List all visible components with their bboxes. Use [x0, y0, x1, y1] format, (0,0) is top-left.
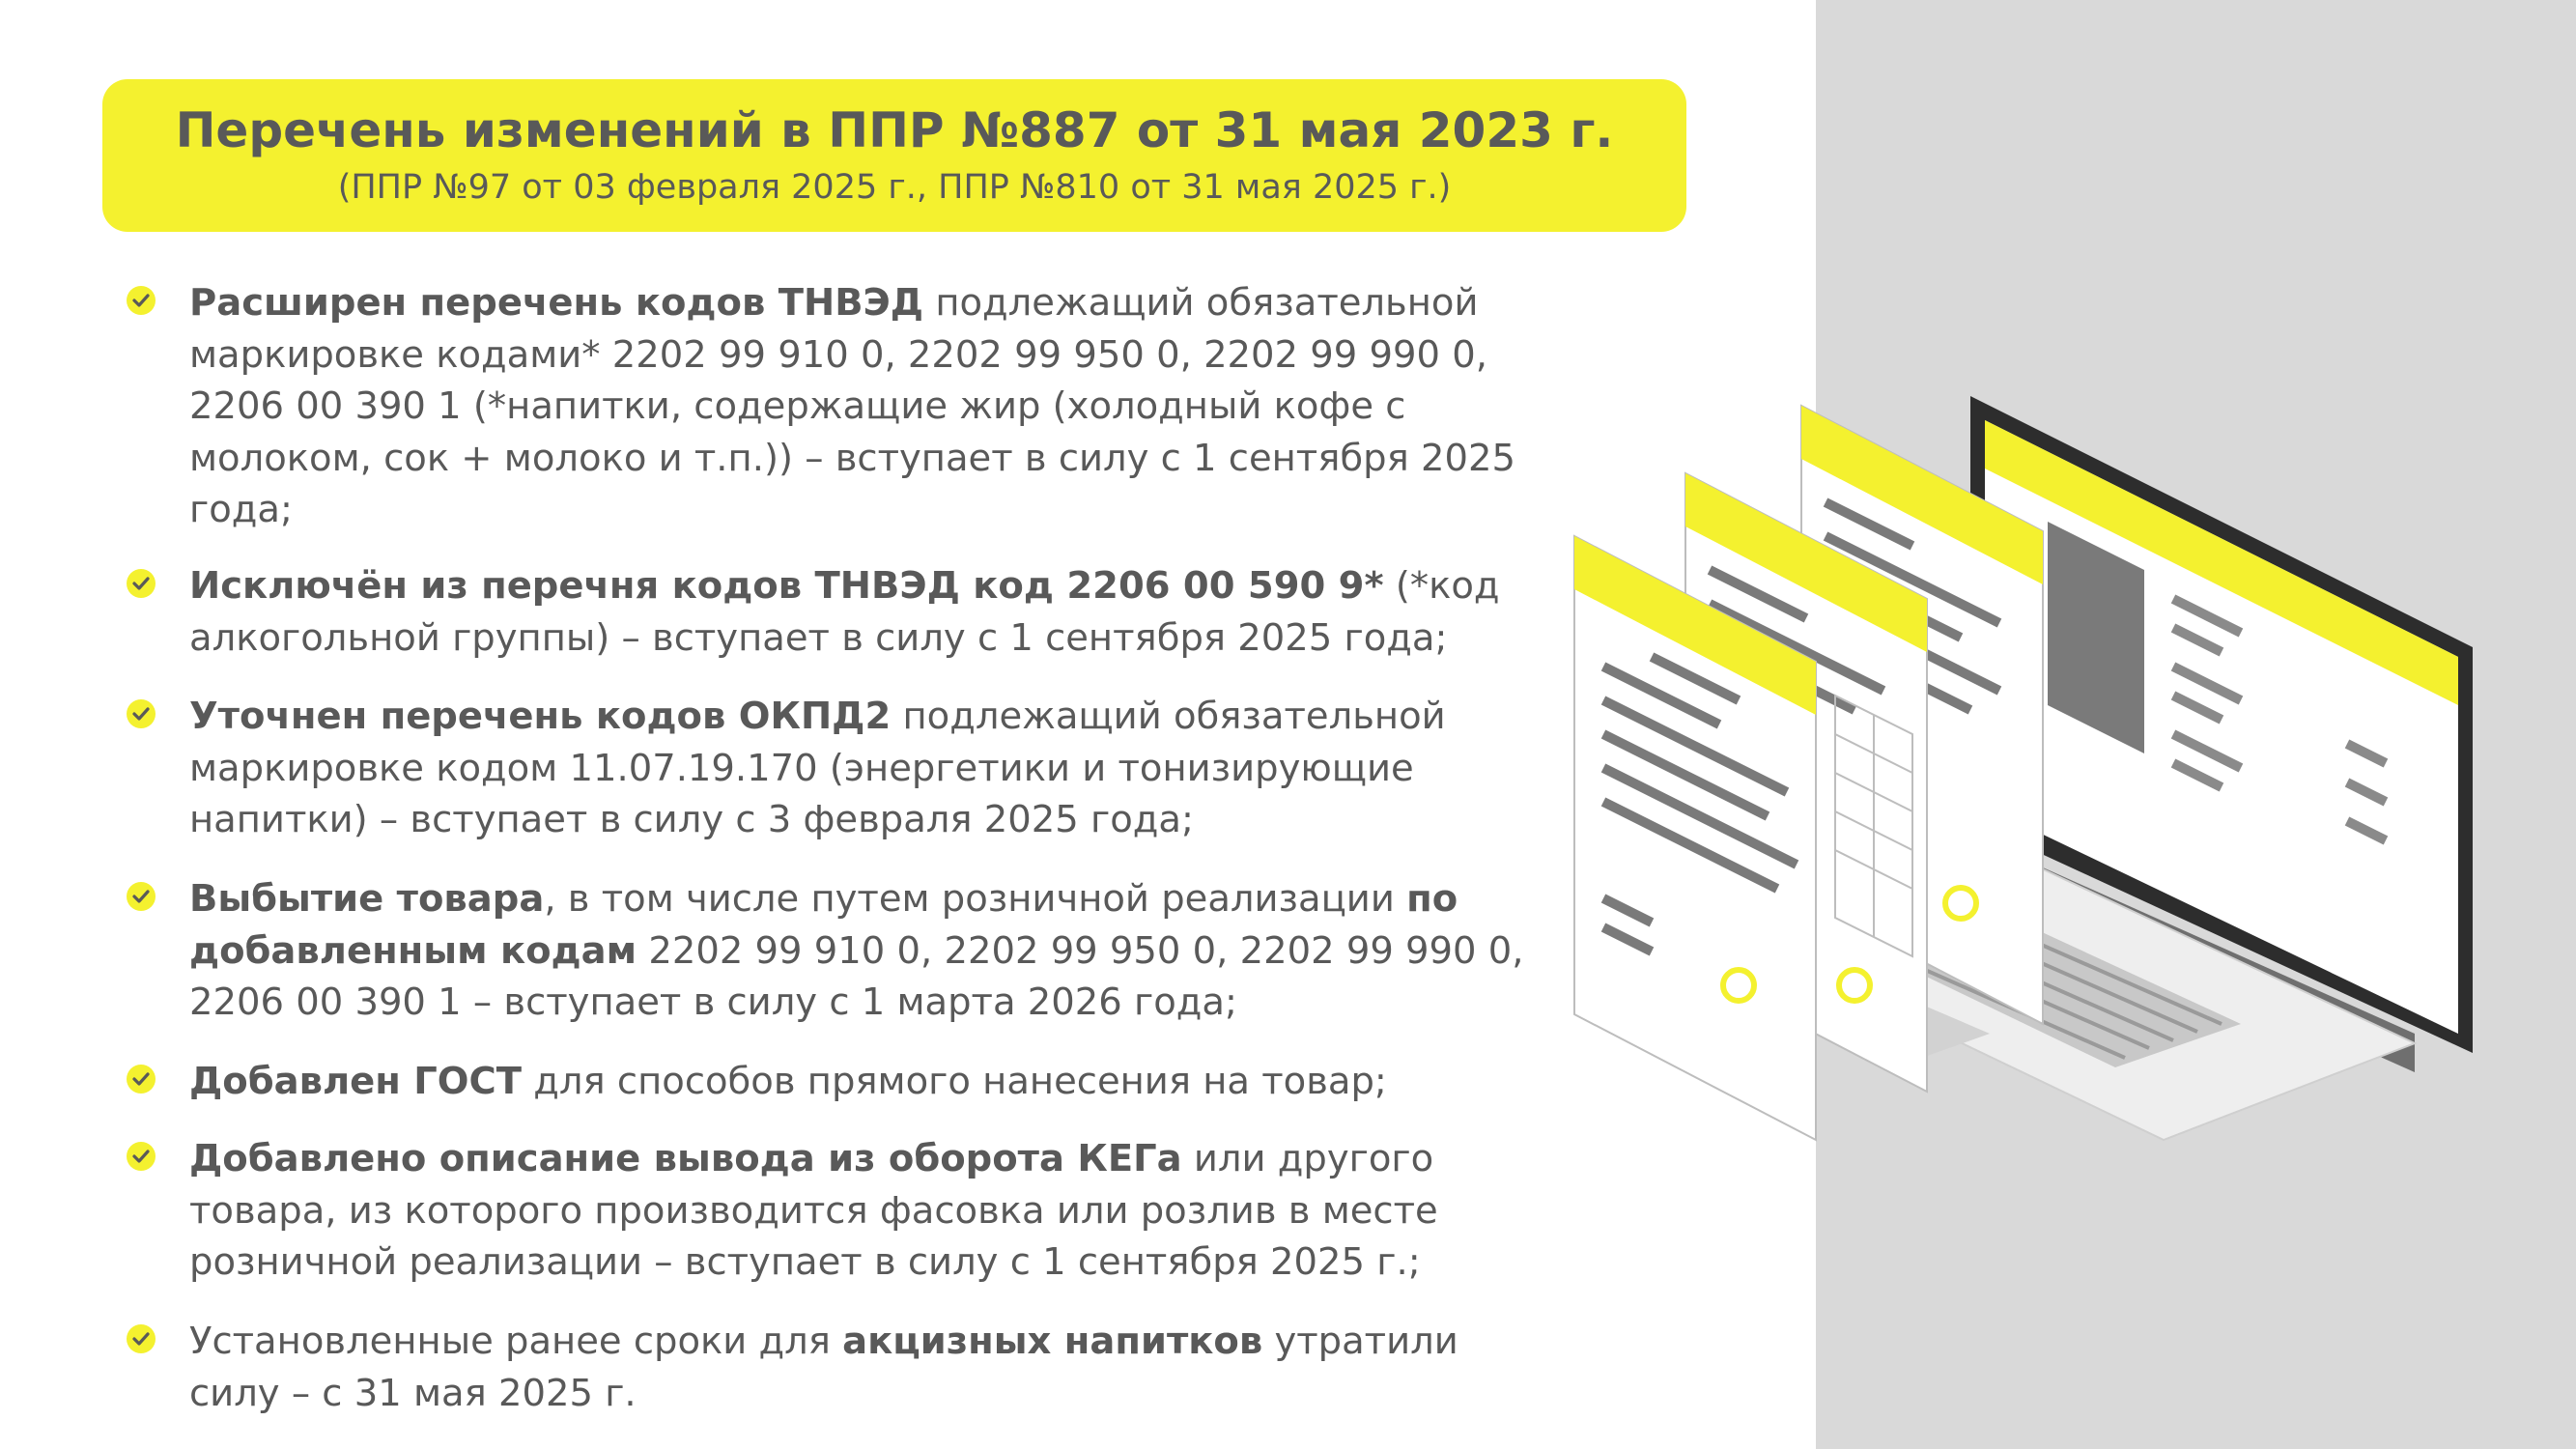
check-circle-icon	[127, 1065, 156, 1094]
list-item-line: утратили	[1262, 1320, 1458, 1363]
list-item-text	[189, 1316, 1542, 1419]
list-item-line: подлежащий обязательной	[923, 281, 1479, 325]
check-circle-icon	[127, 569, 156, 598]
list-item-bold: по	[1406, 877, 1458, 921]
list-item-bold: Добавлен ГОСТ	[189, 1060, 523, 1103]
laptop-documents-illustration	[1545, 377, 2511, 1150]
list-item-line: (*код	[1383, 564, 1500, 608]
page-title: Перечень изменений в ППР №887 от 31 мая 2023 г.	[175, 102, 1614, 158]
list-item-line: молоком, сок + молоко и т.п.)) – вступает в силу с 1 сентября 2025	[189, 436, 1515, 480]
list-item-line: для способов прямого нанесения на товар;	[522, 1060, 1387, 1103]
list-item-line: года;	[189, 488, 293, 531]
list-item-bold: добавленным кодам	[189, 928, 637, 973]
list-item-line: 2206 00 390 1 – вступает в силу с 1 марта 2026 года;	[189, 980, 1237, 1024]
list-item-bold: Исключён из перечня кодов ТНВЭД код 2206 00 590 9*	[189, 564, 1384, 608]
check-circle-icon	[127, 699, 156, 728]
list-item-text	[189, 277, 1542, 536]
list-item-line: розничной реализации – вступает в силу с 1 сентября 2025 г.;	[189, 1240, 1421, 1284]
list-item-bold: Расширен перечень кодов ТНВЭД	[189, 281, 924, 325]
list-item-bold: Выбытие товара	[189, 877, 545, 921]
list-item-line: напитки) – вступает в силу с 3 февраля 2025 года;	[189, 798, 1194, 841]
page-subtitle: (ППР №97 от 03 февраля 2025 г., ППР №810 от 31 мая 2025 г.)	[337, 168, 1452, 207]
list-item-line: подлежащий обязательной	[891, 695, 1446, 738]
list-item-text	[189, 873, 1542, 1029]
list-item-line: , в том числе путем розничной реализации	[544, 877, 1407, 921]
title-banner	[102, 79, 1686, 232]
list-item-line: маркировке кодами* 2202 99 910 0, 2202 99 950 0, 2202 99 990 0,	[189, 332, 1487, 377]
check-circle-icon	[127, 882, 156, 911]
check-circle-icon	[127, 1142, 156, 1171]
list-item-line: 2202 99 910 0, 2202 99 950 0, 2202 99 990 0,	[637, 928, 1524, 973]
list-item-line: силу – с 31 мая 2025 г.	[189, 1371, 637, 1415]
check-circle-icon	[127, 1324, 156, 1353]
list-item-line: 2206 00 390 1 (*напитки, содержащие жир (холодный кофе с	[189, 384, 1406, 428]
list-item-line: алкогольной группы) – вступает в силу с 1 сентября 2025 года;	[189, 615, 1448, 660]
list-item-bold: акцизных напитков	[842, 1320, 1263, 1363]
list-item-text	[189, 1056, 1542, 1108]
list-item-line: маркировке кодом 11.07.19.170 (энергетики и тонизирующие	[189, 746, 1414, 790]
list-item-line: товара, из которого производится фасовка или розлив в месте	[189, 1188, 1438, 1233]
list-item-text	[189, 1133, 1542, 1289]
list-item-bold: Добавлено описание вывода из оборота КЕГа	[189, 1137, 1182, 1180]
check-circle-icon	[127, 286, 156, 315]
list-item-text	[189, 560, 1542, 664]
list-item-text	[189, 691, 1542, 846]
list-item-line: или другого	[1181, 1137, 1434, 1180]
list-item-bold: Уточнен перечень кодов ОКПД2	[189, 695, 892, 738]
list-item-line: Установленные ранее сроки для	[189, 1320, 843, 1363]
